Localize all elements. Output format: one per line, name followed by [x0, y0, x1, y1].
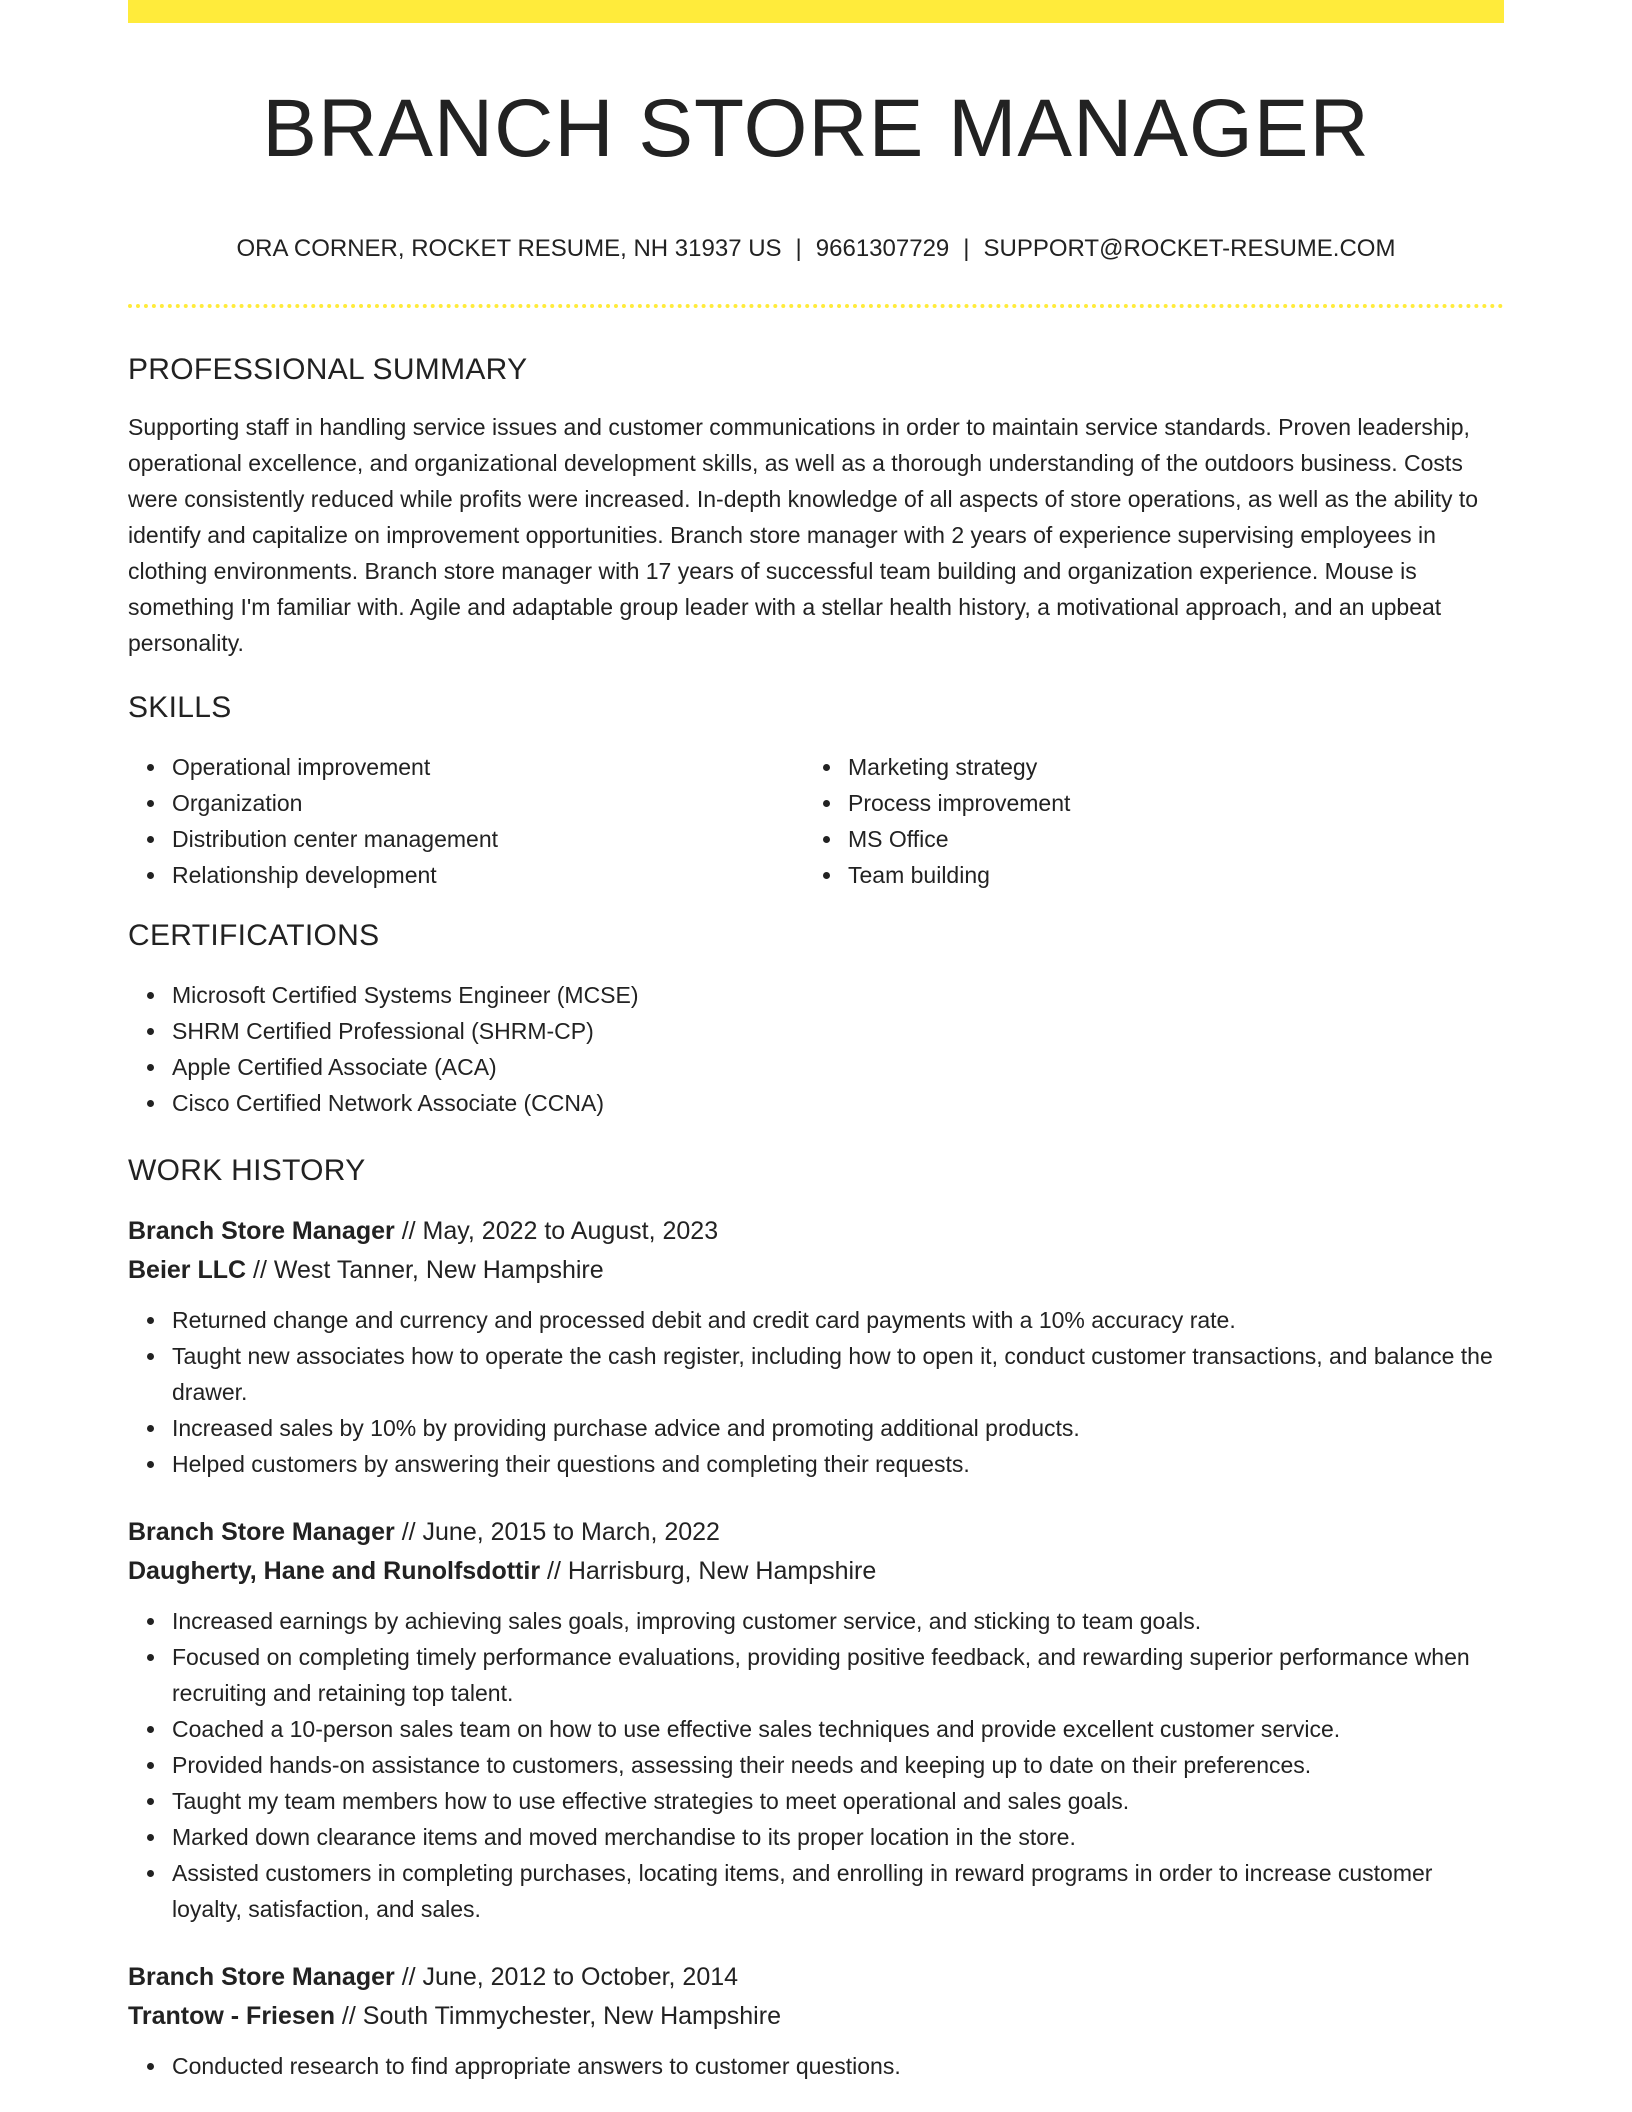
job-location: // South Timmychester, New Hampshire [334, 2002, 781, 2030]
skills-left-list [128, 749, 804, 893]
contact-separator: | [963, 235, 970, 262]
job-duties-list [128, 1302, 1504, 1482]
job-dates: // May, 2022 to August, 2023 [394, 1217, 719, 1245]
job-location: // West Tanner, New Hampshire [246, 1256, 604, 1284]
job-duty: Returned change and currency and processed debit and credit card payments with a 10% accuracy rate. [172, 1302, 1504, 1338]
resume-content [128, 23, 1504, 2084]
contact-separator: | [795, 235, 802, 262]
job-company: Daugherty, Hane and Runolfsdottir [128, 1557, 541, 1585]
skill-item: MS Office [848, 821, 1480, 857]
top-accent-bar [128, 0, 1504, 23]
skill-item: Relationship development [172, 857, 804, 893]
job-duties-list [128, 1603, 1504, 1927]
contact-email: SUPPORT@ROCKET-RESUME.COM [983, 235, 1396, 262]
job-duty: Provided hands-on assistance to customers, assessing their needs and keeping up to date on their preferences. [172, 1747, 1504, 1783]
job-role: Branch Store Manager [128, 1217, 395, 1245]
skill-item: Team building [848, 857, 1480, 893]
job-entry [128, 1513, 1504, 1927]
job-location: // Harrisburg, New Hampshire [540, 1557, 877, 1585]
skill-item: Process improvement [848, 785, 1480, 821]
contact-phone: 9661307729 [815, 235, 950, 262]
skill-item: Organization [172, 785, 804, 821]
job-duty: Focused on completing timely performance evaluations, providing positive feedback, and rewarding superior performance when recruiting and retaining top talent. [172, 1639, 1504, 1711]
skills-heading: SKILLS [128, 691, 232, 724]
contact-line [128, 233, 1504, 265]
job-dates: // June, 2015 to March, 2022 [394, 1518, 720, 1546]
job-duty: Increased earnings by achieving sales goals, improving customer service, and sticking to team goals. [172, 1603, 1504, 1639]
job-duty: Increased sales by 10% by providing purchase advice and promoting additional products. [172, 1410, 1504, 1446]
certification-item: Apple Certified Associate (ACA) [172, 1049, 1504, 1085]
certification-item: Cisco Certified Network Associate (CCNA) [172, 1085, 1504, 1121]
candidate-title: BRANCH STORE MANAGER [262, 83, 1370, 174]
skill-item: Distribution center management [172, 821, 804, 857]
job-duties-list [128, 2048, 1504, 2084]
job-company: Beier LLC [128, 1256, 247, 1284]
job-entry [128, 1958, 1504, 2084]
summary-text: Supporting staff in handling service issues and customer communications in order to maintain service standards. Proven leadership, operational excellence, and organizational development skills, as well as a thorough understanding of the outdoors business. Costs were consistently reduced while profits were increased. In-depth knowledge of all aspects of store operations, as well as the ability to identify and capitalize on improvement opportunities. Branch store manager with 2 years of experience supervising employees in clothing environments. Branch store manager with 17 years of successful team building and organization experience. Mouse is something I'm familiar with. Agile and adaptable group leader with a stellar health history, a motivational approach, and an upbeat personality. [128, 414, 1479, 656]
job-role: Branch Store Manager [128, 1963, 395, 1991]
skill-item: Marketing strategy [848, 749, 1480, 785]
job-role-line [128, 1212, 1504, 1251]
skills-right-list [804, 749, 1480, 893]
job-role: Branch Store Manager [128, 1518, 395, 1546]
job-duty: Conducted research to find appropriate answers to customer questions. [172, 2048, 1504, 2084]
job-company-line [128, 1997, 1504, 2036]
job-role-line [128, 1513, 1504, 1552]
job-duty: Helped customers by answering their questions and completing their requests. [172, 1446, 1504, 1482]
job-duty: Taught my team members how to use effective strategies to meet operational and sales goals. [172, 1783, 1504, 1819]
job-duty: Assisted customers in completing purchases, locating items, and enrolling in reward programs in order to increase customer loyalty, satisfaction, and sales. [172, 1855, 1504, 1927]
skills-grid [128, 749, 1504, 893]
certifications-list [128, 977, 1504, 1121]
job-entry [128, 1212, 1504, 1482]
work-history-heading: WORK HISTORY [128, 1154, 366, 1187]
contact-address: ORA CORNER, ROCKET RESUME, NH 31937 US [236, 235, 782, 262]
job-duty: Coached a 10-person sales team on how to use effective sales techniques and provide excellent customer service. [172, 1711, 1504, 1747]
certifications-heading: CERTIFICATIONS [128, 919, 380, 952]
skill-item: Operational improvement [172, 749, 804, 785]
certification-item: Microsoft Certified Systems Engineer (MCSE) [172, 977, 1504, 1013]
dotted-divider [128, 304, 1504, 308]
job-company: Trantow - Friesen [128, 2002, 335, 2030]
job-company-line [128, 1251, 1504, 1290]
job-role-line [128, 1958, 1504, 1997]
job-dates: // June, 2012 to October, 2014 [394, 1963, 739, 1991]
summary-heading: PROFESSIONAL SUMMARY [128, 353, 528, 386]
job-duty: Marked down clearance items and moved merchandise to its proper location in the store. [172, 1819, 1504, 1855]
certification-item: SHRM Certified Professional (SHRM-CP) [172, 1013, 1504, 1049]
job-company-line [128, 1552, 1504, 1591]
job-duty: Taught new associates how to operate the cash register, including how to open it, conduct customer transactions, and balance the drawer. [172, 1338, 1504, 1410]
